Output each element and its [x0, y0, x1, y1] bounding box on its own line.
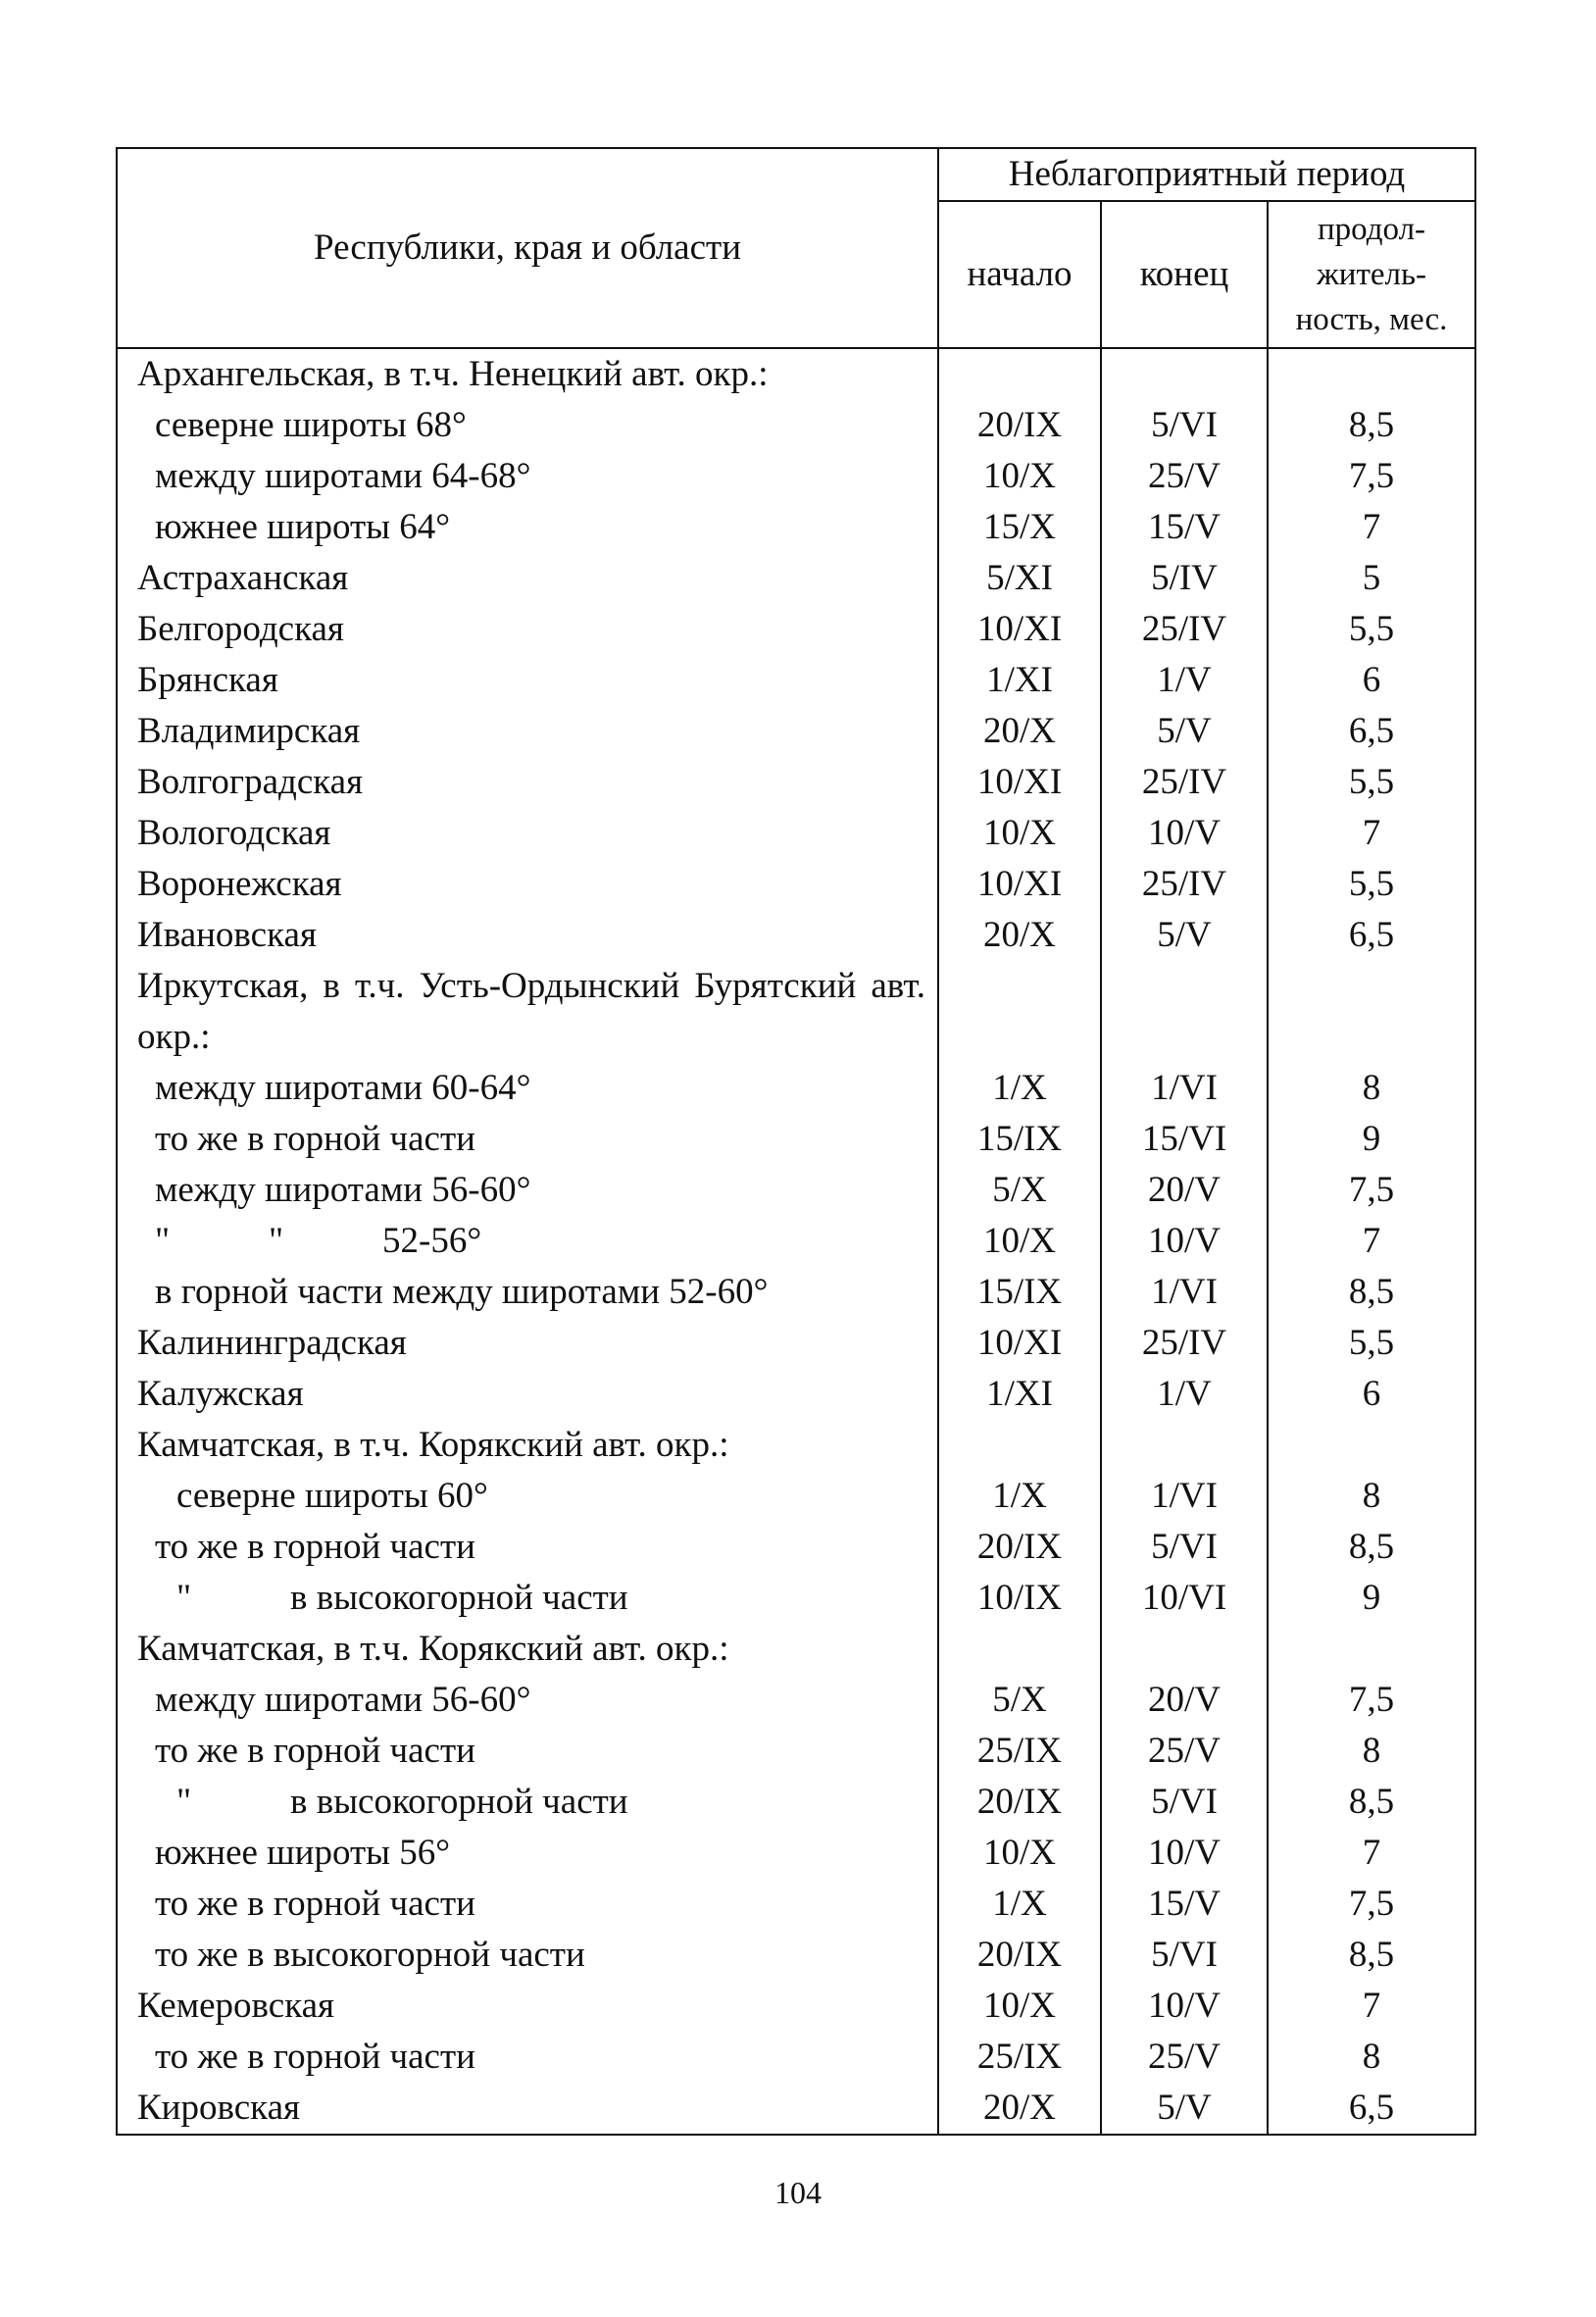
table-row — [117, 1063, 1475, 1114]
end-cell — [1101, 348, 1268, 400]
duration-header-line: житель- — [1316, 257, 1427, 292]
duration-cell: 5 — [1268, 553, 1475, 604]
region-name-cell — [117, 1675, 938, 1726]
table-row — [117, 1216, 1475, 1267]
start-cell: 15/X — [938, 502, 1101, 553]
duration-cell: 6 — [1268, 655, 1475, 706]
end-column-header: конец — [1101, 201, 1268, 348]
region-name-cell — [117, 1624, 938, 1675]
table-body — [117, 348, 1475, 2135]
region-name: Камчатская, в т.ч. Корякский авт. окр.: — [137, 1629, 729, 1669]
start-cell: 10/X — [938, 808, 1101, 859]
end-cell: 25/IV — [1101, 1318, 1268, 1369]
region-name-cell — [117, 2032, 938, 2083]
duration-cell: 7 — [1268, 808, 1475, 859]
duration-cell: 8 — [1268, 1471, 1475, 1522]
start-cell: 5/XI — [938, 553, 1101, 604]
table-row — [117, 1114, 1475, 1165]
region-name-cell — [117, 1522, 938, 1573]
duration-cell: 6,5 — [1268, 706, 1475, 757]
end-cell: 1/V — [1101, 1369, 1268, 1420]
duration-cell — [1268, 961, 1475, 1063]
region-name-cell — [117, 808, 938, 859]
region-name-cell — [117, 961, 938, 1063]
region-name-cell — [117, 1573, 938, 1624]
end-cell: 20/V — [1101, 1165, 1268, 1216]
start-cell: 15/IX — [938, 1114, 1101, 1165]
end-cell: 20/V — [1101, 1675, 1268, 1726]
region-name: 52-56° — [382, 1221, 482, 1261]
region-name: то же в горной части — [155, 1731, 475, 1771]
region-name-cell — [117, 1267, 938, 1318]
region-name-cell — [117, 1114, 938, 1165]
duration-cell: 9 — [1268, 1573, 1475, 1624]
region-name: Ивановская — [137, 915, 317, 955]
ditto-mark: " — [155, 1221, 171, 1261]
region-name-cell — [117, 1165, 938, 1216]
start-cell: 20/X — [938, 706, 1101, 757]
region-name-cell — [117, 655, 938, 706]
region-name: Воронежская — [137, 864, 342, 904]
start-cell: 1/X — [938, 1879, 1101, 1930]
table-row — [117, 655, 1475, 706]
end-cell: 1/VI — [1101, 1063, 1268, 1114]
region-name: северне широты 60° — [176, 1476, 488, 1516]
table-row — [117, 1573, 1475, 1624]
region-name-cell — [117, 1930, 938, 1981]
region-name: Астраханская — [137, 558, 349, 598]
table-row — [117, 2032, 1475, 2083]
duration-cell: 7,5 — [1268, 1675, 1475, 1726]
duration-cell: 8,5 — [1268, 400, 1475, 451]
duration-cell: 9 — [1268, 1114, 1475, 1165]
table-row — [117, 1267, 1475, 1318]
duration-cell: 8,5 — [1268, 1777, 1475, 1828]
region-name-cell — [117, 1420, 938, 1471]
start-cell: 1/XI — [938, 1369, 1101, 1420]
region-name: в горной части между широтами 52-60° — [155, 1272, 769, 1312]
end-cell: 25/V — [1101, 451, 1268, 502]
end-cell: 5/V — [1101, 910, 1268, 961]
start-cell: 10/X — [938, 1981, 1101, 2032]
region-name: то же в горной части — [155, 1119, 475, 1159]
region-name: Камчатская, в т.ч. Корякский авт. окр.: — [137, 1425, 729, 1465]
end-cell: 25/IV — [1101, 757, 1268, 808]
start-cell — [938, 348, 1101, 400]
duration-cell: 5,5 — [1268, 1318, 1475, 1369]
table-row — [117, 1930, 1475, 1981]
end-cell: 10/V — [1101, 808, 1268, 859]
duration-cell: 5,5 — [1268, 604, 1475, 655]
table-row — [117, 348, 1475, 400]
region-name: то же в горной части — [155, 1527, 475, 1567]
table-row — [117, 1318, 1475, 1369]
duration-cell: 8,5 — [1268, 1267, 1475, 1318]
table-row — [117, 1471, 1475, 1522]
table-row — [117, 1369, 1475, 1420]
region-name-cell — [117, 2083, 938, 2135]
region-name-cell — [117, 1063, 938, 1114]
region-name: Калининградская — [137, 1323, 407, 1363]
duration-cell: 8,5 — [1268, 1930, 1475, 1981]
region-name-cell — [117, 1369, 938, 1420]
region-name: Кировская — [137, 2088, 301, 2128]
duration-cell: 7,5 — [1268, 1879, 1475, 1930]
region-name-cell — [117, 1726, 938, 1777]
climate-period-table — [116, 147, 1476, 2136]
start-cell — [938, 1420, 1101, 1471]
start-cell: 25/IX — [938, 1726, 1101, 1777]
region-column-header: Республики, края и области — [117, 148, 938, 348]
start-cell: 1/XI — [938, 655, 1101, 706]
page-number: 104 — [774, 2175, 822, 2210]
table-row — [117, 604, 1475, 655]
end-cell: 1/VI — [1101, 1471, 1268, 1522]
region-name: Калужская — [137, 1374, 304, 1414]
region-name: то же в горной части — [155, 1884, 475, 1924]
duration-column-header — [1268, 201, 1475, 348]
region-name-cell — [117, 859, 938, 910]
duration-cell: 6,5 — [1268, 2083, 1475, 2135]
end-cell: 10/V — [1101, 1828, 1268, 1879]
end-cell: 10/V — [1101, 1216, 1268, 1267]
start-cell: 20/X — [938, 910, 1101, 961]
start-cell: 20/IX — [938, 400, 1101, 451]
region-name-cell — [117, 1879, 938, 1930]
duration-header-line: продол- — [1318, 212, 1426, 247]
end-cell: 5/IV — [1101, 553, 1268, 604]
start-cell: 5/X — [938, 1165, 1101, 1216]
end-cell: 5/VI — [1101, 1930, 1268, 1981]
end-cell: 10/V — [1101, 1981, 1268, 2032]
start-cell: 15/IX — [938, 1267, 1101, 1318]
table-row — [117, 757, 1475, 808]
end-cell: 15/V — [1101, 502, 1268, 553]
table-row — [117, 1522, 1475, 1573]
unfavorable-period-header: Неблагоприятный период — [938, 148, 1475, 201]
start-cell: 25/IX — [938, 2032, 1101, 2083]
region-name: южнее широты 64° — [155, 507, 451, 547]
region-name: северне широты 68° — [155, 405, 467, 445]
table-row — [117, 1981, 1475, 2032]
region-name-cell — [117, 1828, 938, 1879]
end-cell: 10/VI — [1101, 1573, 1268, 1624]
region-name: то же в горной части — [155, 2037, 475, 2077]
end-cell: 25/IV — [1101, 859, 1268, 910]
region-name-cell — [117, 400, 938, 451]
table-row — [117, 502, 1475, 553]
table-row — [117, 859, 1475, 910]
table-row — [117, 1879, 1475, 1930]
start-cell: 20/IX — [938, 1777, 1101, 1828]
table-row — [117, 451, 1475, 502]
start-column-header: начало — [938, 201, 1101, 348]
duration-cell: 7 — [1268, 1216, 1475, 1267]
end-cell — [1101, 961, 1268, 1063]
region-name: Волгоградская — [137, 762, 364, 802]
table-row — [117, 1726, 1475, 1777]
end-cell: 5/V — [1101, 706, 1268, 757]
region-name: в высокогорной части — [290, 1782, 628, 1822]
table-row — [117, 1675, 1475, 1726]
table-row — [117, 1165, 1475, 1216]
start-cell: 5/X — [938, 1675, 1101, 1726]
start-cell: 10/X — [938, 1828, 1101, 1879]
start-cell: 10/XI — [938, 859, 1101, 910]
region-name: Архангельская, в т.ч. Ненецкий авт. окр.: — [137, 354, 769, 394]
start-cell: 10/XI — [938, 757, 1101, 808]
region-name: Брянская — [137, 660, 278, 700]
region-name-cell — [117, 604, 938, 655]
region-name-cell — [117, 348, 938, 400]
region-name-cell — [117, 451, 938, 502]
start-cell: 10/IX — [938, 1573, 1101, 1624]
region-name: в высокогорной части — [290, 1578, 628, 1618]
table-row — [117, 400, 1475, 451]
end-cell — [1101, 1624, 1268, 1675]
table-row — [117, 1624, 1475, 1675]
table-row — [117, 553, 1475, 604]
duration-cell: 8,5 — [1268, 1522, 1475, 1573]
end-cell: 5/VI — [1101, 400, 1268, 451]
end-cell: 25/IV — [1101, 604, 1268, 655]
table-row — [117, 1828, 1475, 1879]
ditto-mark: " — [269, 1221, 284, 1261]
region-name: между широтами 56-60° — [155, 1170, 531, 1210]
duration-cell: 7 — [1268, 502, 1475, 553]
region-name-cell — [117, 1318, 938, 1369]
duration-cell — [1268, 348, 1475, 400]
end-cell: 1/V — [1101, 655, 1268, 706]
table-row — [117, 1777, 1475, 1828]
duration-cell: 5,5 — [1268, 757, 1475, 808]
region-name-cell — [117, 706, 938, 757]
region-name-cell — [117, 1471, 938, 1522]
start-cell: 20/X — [938, 2083, 1101, 2135]
duration-header-line: ность, мес. — [1295, 302, 1448, 337]
region-name-cell — [117, 502, 938, 553]
end-cell: 1/VI — [1101, 1267, 1268, 1318]
end-cell: 5/VI — [1101, 1777, 1268, 1828]
start-cell: 1/X — [938, 1063, 1101, 1114]
region-name-cell — [117, 1216, 938, 1267]
region-name: между широтами 64-68° — [155, 456, 531, 496]
region-name: южнее широты 56° — [155, 1833, 451, 1873]
region-name-cell — [117, 553, 938, 604]
duration-cell: 8 — [1268, 2032, 1475, 2083]
region-name: между широтами 60-64° — [155, 1068, 531, 1108]
duration-cell: 8 — [1268, 1063, 1475, 1114]
duration-cell: 7,5 — [1268, 1165, 1475, 1216]
region-name: между широтами 56-60° — [155, 1680, 531, 1720]
region-name: то же в высокогорной части — [155, 1935, 585, 1975]
table-row — [117, 961, 1475, 1063]
end-cell: 5/V — [1101, 2083, 1268, 2135]
table-row — [117, 808, 1475, 859]
start-cell: 10/XI — [938, 604, 1101, 655]
end-cell: 15/V — [1101, 1879, 1268, 1930]
table-row — [117, 1420, 1475, 1471]
end-cell: 25/V — [1101, 1726, 1268, 1777]
start-cell: 1/X — [938, 1471, 1101, 1522]
start-cell — [938, 961, 1101, 1063]
region-name: Владимирская — [137, 711, 361, 751]
end-cell: 5/VI — [1101, 1522, 1268, 1573]
ditto-mark: " — [176, 1782, 192, 1822]
region-name-cell — [117, 1777, 938, 1828]
duration-cell — [1268, 1420, 1475, 1471]
duration-cell: 6,5 — [1268, 910, 1475, 961]
end-cell: 25/V — [1101, 2032, 1268, 2083]
table-row — [117, 706, 1475, 757]
region-name: Иркутская, в т.ч. Усть-Ордынский Бурятский авт. окр.: — [137, 966, 925, 1057]
end-cell: 15/VI — [1101, 1114, 1268, 1165]
region-name-cell — [117, 910, 938, 961]
start-cell: 10/X — [938, 451, 1101, 502]
duration-cell: 7 — [1268, 1828, 1475, 1879]
table-row — [117, 2083, 1475, 2135]
start-cell: 20/IX — [938, 1930, 1101, 1981]
duration-cell: 6 — [1268, 1369, 1475, 1420]
duration-cell: 7,5 — [1268, 451, 1475, 502]
ditto-mark: " — [176, 1578, 192, 1618]
region-name: Белгородская — [137, 609, 344, 649]
duration-cell — [1268, 1624, 1475, 1675]
start-cell: 10/XI — [938, 1318, 1101, 1369]
region-name: Вологодская — [137, 813, 331, 853]
duration-cell: 8 — [1268, 1726, 1475, 1777]
end-cell — [1101, 1420, 1268, 1471]
duration-cell: 7 — [1268, 1981, 1475, 2032]
start-cell: 20/IX — [938, 1522, 1101, 1573]
table-row — [117, 910, 1475, 961]
start-cell — [938, 1624, 1101, 1675]
region-name-cell — [117, 1981, 938, 2032]
duration-cell: 5,5 — [1268, 859, 1475, 910]
start-cell: 10/X — [938, 1216, 1101, 1267]
region-name: Кемеровская — [137, 1986, 335, 2026]
region-name-cell — [117, 757, 938, 808]
